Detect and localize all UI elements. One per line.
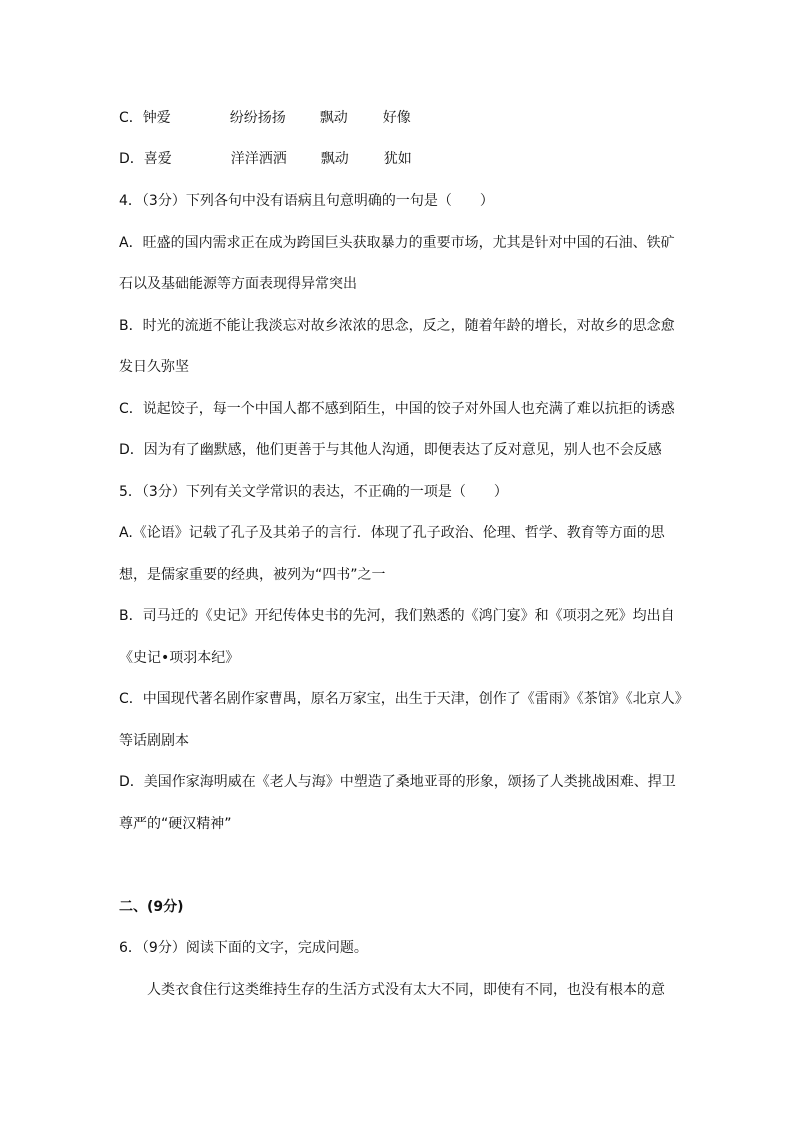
option-word-4: 犹如: [383, 151, 412, 167]
q6-stem: 6．（9分）阅读下面的文字，完成问题。: [119, 940, 368, 956]
passage-line: 人类衣食住行这类维持生存的生活方式没有太大不同，即使有不同，也没有根本的意: [147, 982, 665, 998]
section-heading: 二、(9分): [119, 899, 184, 915]
q4-option-b-line1: B．时光的流逝不能让我淡忘对故乡浓浓的思念，反之，随着年龄的增长，对故乡的思念愈: [119, 318, 675, 334]
option-word-2: 洋洋洒洒: [230, 151, 287, 167]
q5-option-a-line2: 想，是儒家重要的经典，被列为“四书”之一: [119, 567, 386, 583]
option-word-2: 纷纷扬扬: [229, 110, 286, 126]
q4-option-b-line2: 发日久弥坚: [119, 359, 189, 375]
q5-option-d-line2: 尊严的“硬汉精神”: [119, 816, 232, 832]
q4-stem: 4．（3分）下列各句中没有语病且句意明确的一句是（ ）: [119, 193, 494, 209]
q5-option-c-line1: C．中国现代著名剧作家曹禺，原名万家宝，出生于天津，创作了《雷雨》《茶馆》《北京人》: [119, 691, 689, 707]
option-word-1: 钟爱: [142, 110, 171, 126]
q4-option-c: C．说起饺子，每一个中国人都不感到陌生，中国的饺子对外国人也充满了难以抗拒的诱惑: [119, 401, 675, 417]
q5-option-a-line1: A.《论语》记载了孔子及其弟子的言行．体现了孔子政治、伦理、哲学、教育等方面的思: [119, 525, 665, 541]
q5-option-b-line2: 《史记•项羽本纪》: [119, 650, 240, 666]
option-prefix: C．: [119, 110, 143, 126]
option-word-3: 飘动: [319, 110, 348, 126]
q5-option-d-line1: D．美国作家海明威在《老人与海》中塑造了桑地亚哥的形象，颂扬了人类挑战困难、捍卫: [119, 774, 676, 790]
q3-option-d: [119, 149, 689, 169]
q5-stem: 5．（3分）下列有关文学常识的表达，不正确的一项是（ ）: [119, 484, 508, 500]
q5-option-c-line2: 等话剧剧本: [119, 733, 189, 749]
q4-option-d: D．因为有了幽默感，他们更善于与其他人沟通，即便表达了反对意见，别人也不会反感: [119, 442, 662, 458]
q4-option-a-line1: A．旺盛的国内需求正在成为跨国巨头获取暴力的重要市场，尤其是针对中国的石油、铁矿: [119, 235, 675, 251]
option-prefix: D．: [119, 151, 144, 167]
option-word-4: 好像: [382, 110, 411, 126]
option-word-1: 喜爱: [143, 151, 172, 167]
q5-option-b-line1: B．司马迁的《史记》开纪传体史书的先河，我们熟悉的《鸿门宴》和《项羽之死》均出自: [119, 608, 675, 624]
q3-option-c: [119, 108, 689, 128]
option-word-3: 飘动: [320, 151, 349, 167]
q4-option-a-line2: 石以及基础能源等方面表现得异常突出: [119, 276, 357, 292]
